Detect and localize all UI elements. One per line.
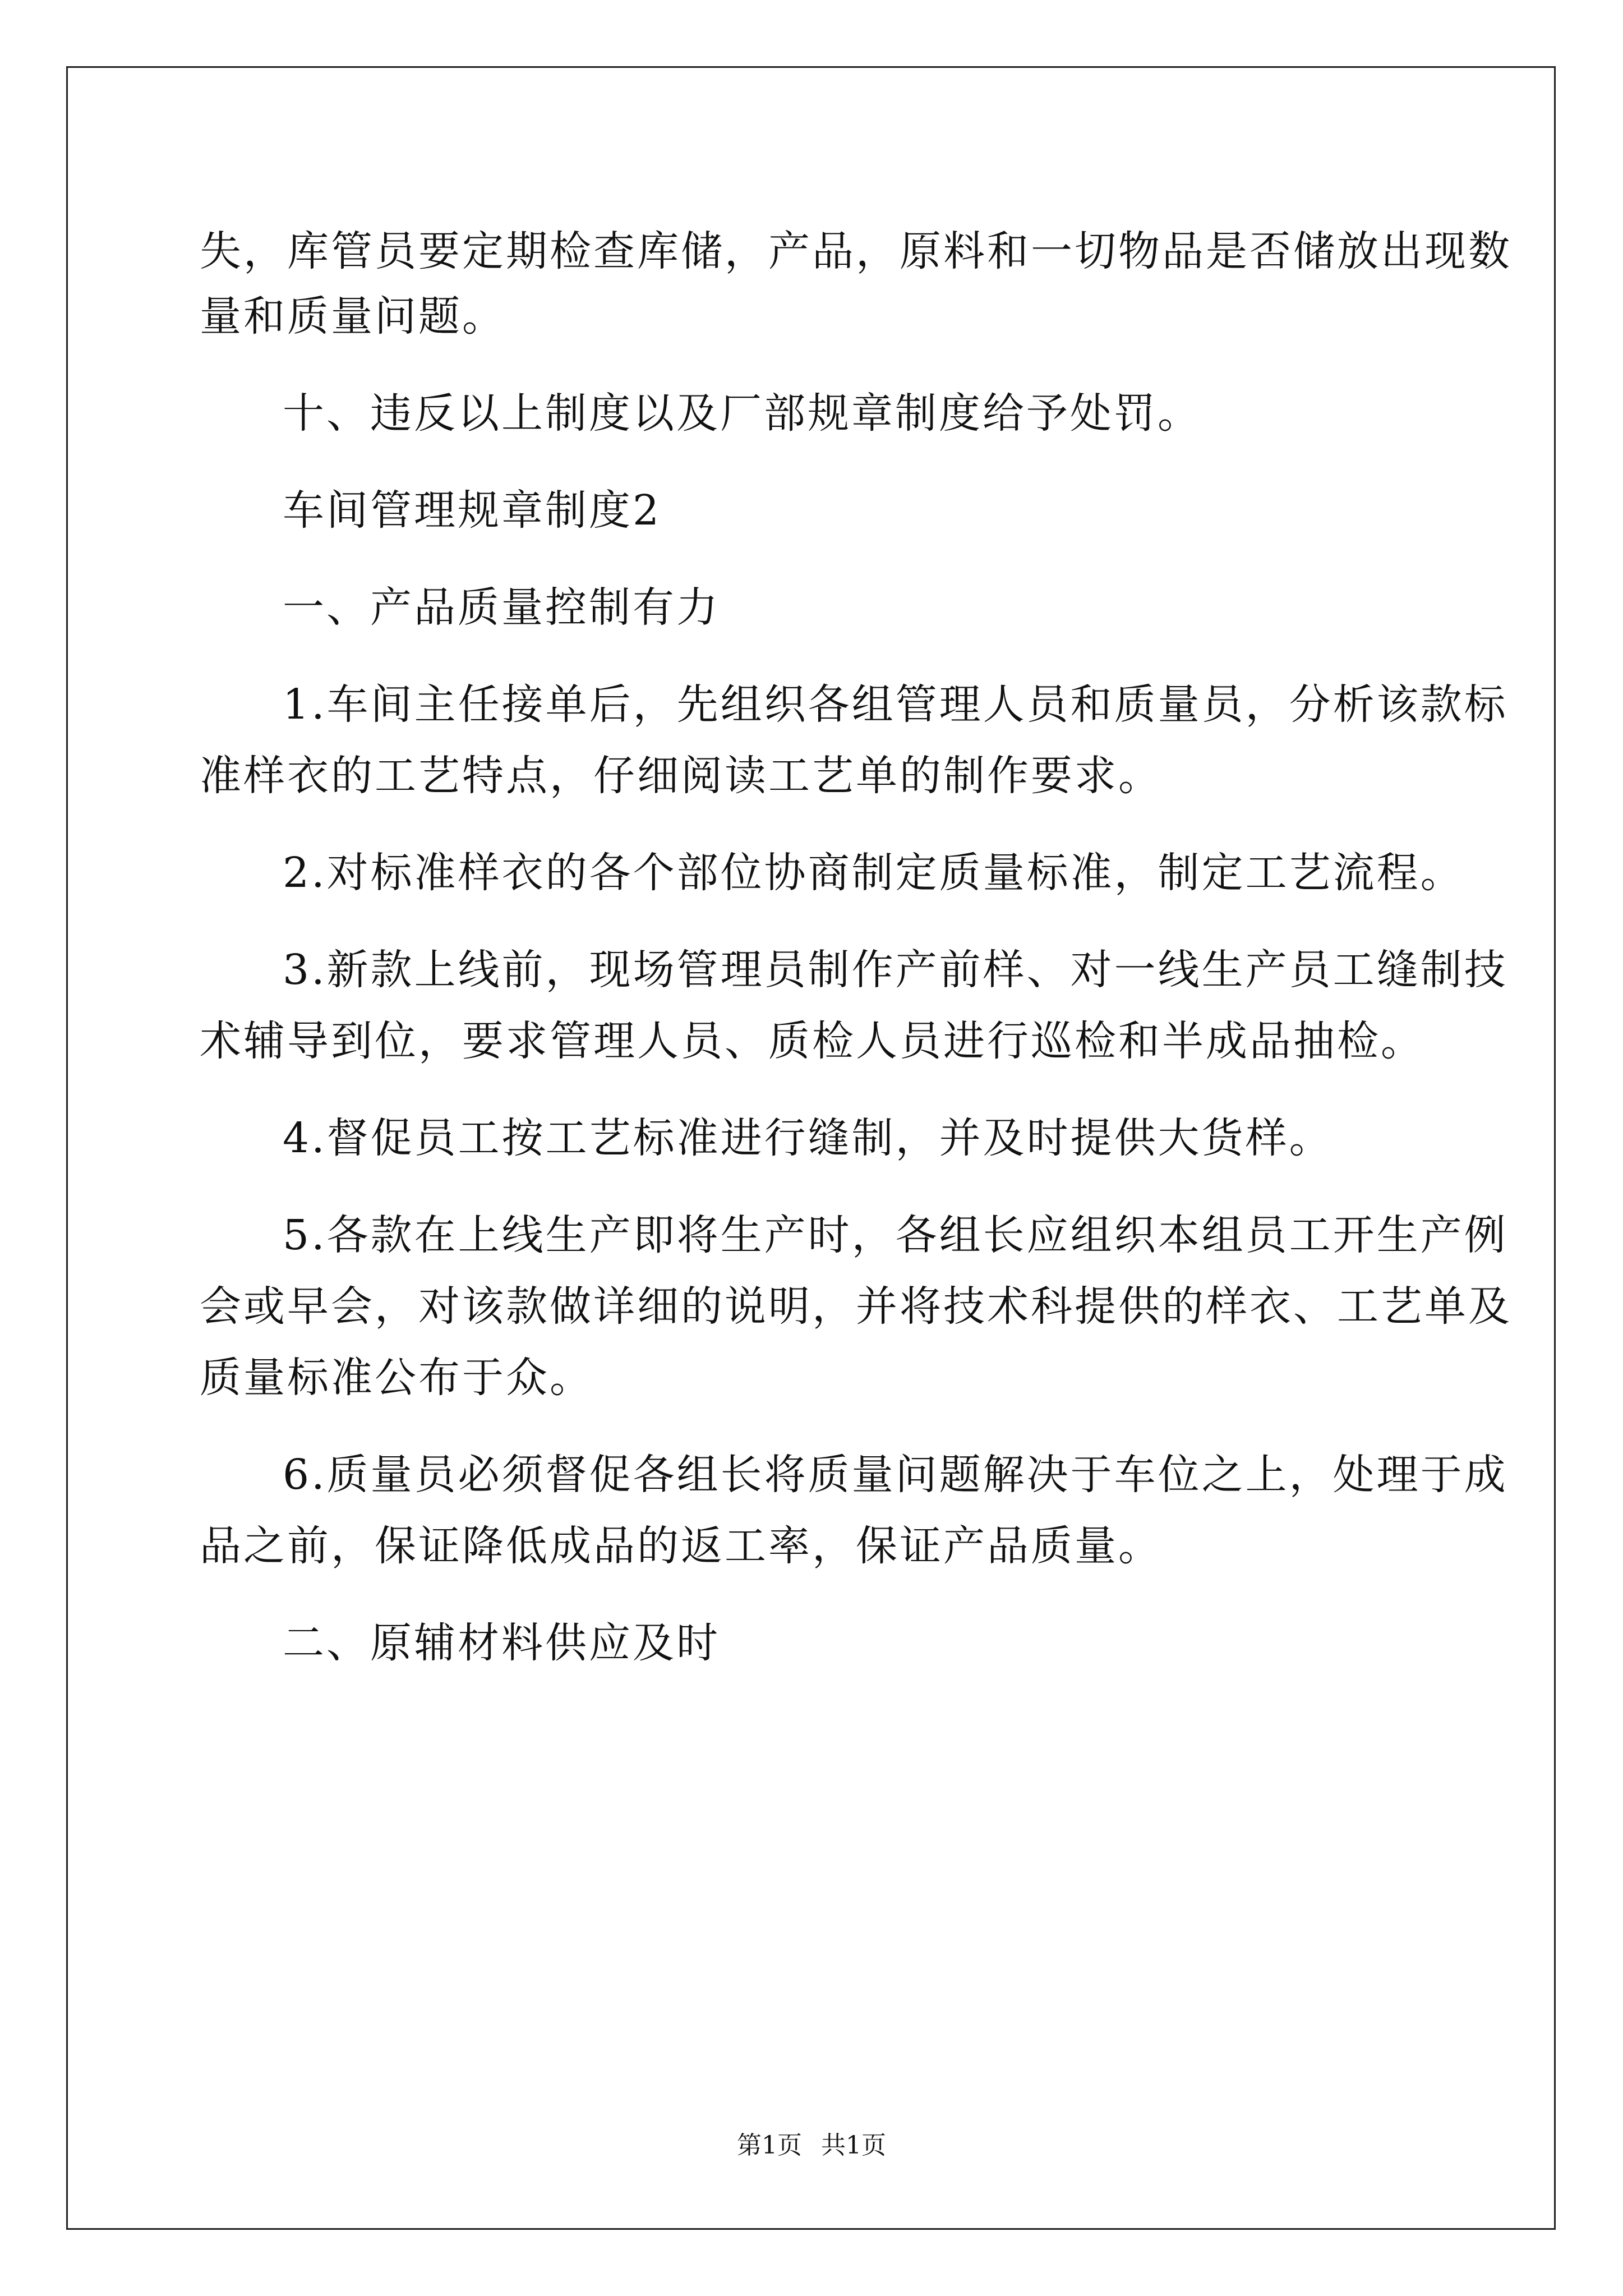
text-line: 十、违反以上制度以及厂部规章制度给予处罚。	[283, 389, 1201, 438]
text-line: 量和质量问题。	[200, 292, 506, 341]
text-line: 3.新款上线前，现场管理员制作产前样、对一线生产员工缝制技	[283, 946, 1508, 994]
text-line: 质量标准公布于众。	[200, 1354, 593, 1402]
text-line: 1.车间主任接单后，先组织各组管理人员和质量员，分析该款标	[283, 680, 1508, 729]
text-line: 6.质量员必须督促各组长将质量问题解决于车位之上，处理于成	[283, 1451, 1508, 1499]
text-line: 准样衣的工艺特点，仔细阅读工艺单的制作要求。	[200, 752, 1162, 800]
section-heading: 二、原辅材料供应及时	[283, 1619, 720, 1667]
page-total: 共1页	[821, 2131, 886, 2160]
page-footer	[0, 2129, 1623, 2162]
text-line: 会或早会，对该款做详细的说明，并将技术科提供的样衣、工艺单及	[200, 1282, 1512, 1331]
text-line: 2.对标准样衣的各个部位协商制定质量标准，制定工艺流程。	[283, 849, 1464, 897]
text-line: 品之前，保证降低成品的返工率，保证产品质量。	[200, 1522, 1162, 1570]
section-heading: 一、产品质量控制有力	[283, 583, 720, 632]
text-line: 术辅导到位，要求管理人员、质检人员进行巡检和半成品抽检。	[200, 1017, 1424, 1065]
section-title: 车间管理规章制度2	[283, 486, 662, 535]
page-number: 第1页	[737, 2131, 802, 2160]
text-line: 5.各款在上线生产即将生产时，各组长应组织本组员工开生产例	[283, 1211, 1508, 1259]
text-line: 失，库管员要定期检查库储，产品，原料和一切物品是否储放出现数	[200, 227, 1512, 275]
text-line: 4.督促员工按工艺标准进行缝制，并及时提供大货样。	[283, 1114, 1333, 1162]
